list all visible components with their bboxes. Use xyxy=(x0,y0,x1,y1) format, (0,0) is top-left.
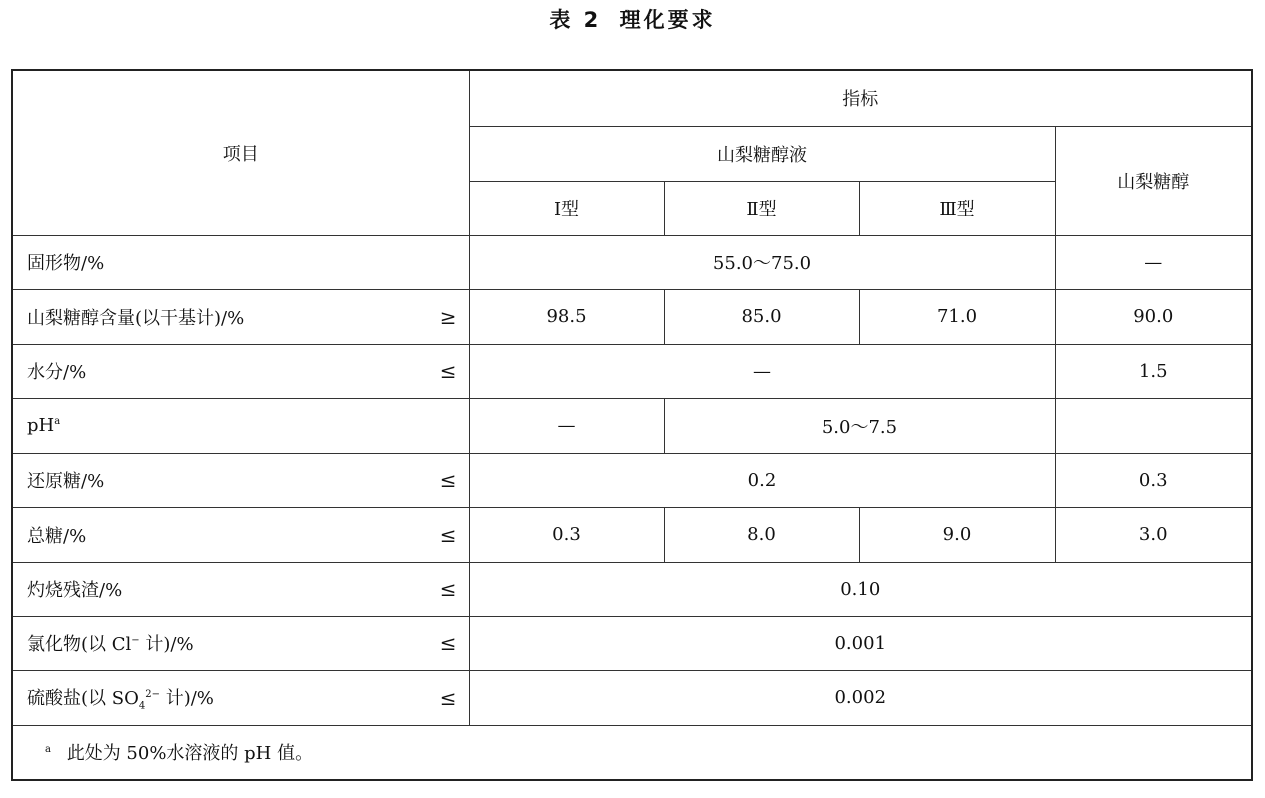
row-label-cell xyxy=(12,398,469,453)
table-title-text: 理化要求 xyxy=(619,8,716,32)
physicochemical-table xyxy=(11,69,1253,781)
header-solid: 山梨糖醇 xyxy=(1055,126,1252,235)
cell-type-2-3: 5.0～7.5 xyxy=(664,398,1055,453)
cell-type-1: — xyxy=(469,398,664,453)
operator: ≤ xyxy=(439,577,457,601)
cell-all: 0.002 xyxy=(469,670,1252,725)
table-title xyxy=(0,4,1265,36)
cell-type-2: 8.0 xyxy=(664,507,859,562)
cell-solid xyxy=(1055,398,1252,453)
row-moisture xyxy=(12,344,1252,398)
row-label: 总糖/% xyxy=(27,525,87,547)
row-label-cell xyxy=(12,507,469,562)
cell-solid: 0.3 xyxy=(1055,453,1252,507)
operator: ≤ xyxy=(439,468,457,492)
row-label: 山梨糖醇含量(以干基计)/% xyxy=(27,307,245,329)
footnote-row xyxy=(12,725,1252,780)
header-type-2: Ⅱ型 xyxy=(664,181,859,235)
header-row-1 xyxy=(12,70,1252,126)
row-label: 还原糖/% xyxy=(27,471,105,492)
row-solids xyxy=(12,235,1252,289)
row-total-sugar xyxy=(12,507,1252,562)
footnote-text: 此处为 50%水溶液的 pH 值。 xyxy=(66,743,314,765)
operator: ≥ xyxy=(439,304,457,329)
footnote-mark: a xyxy=(45,744,51,756)
cell-type-2: 85.0 xyxy=(664,289,859,344)
cell-solid: 90.0 xyxy=(1055,289,1252,344)
cell-solid: 3.0 xyxy=(1055,507,1252,562)
row-label: 固形物/% xyxy=(12,235,469,289)
header-indicator: 指标 xyxy=(469,70,1252,126)
cell-liquid: 0.2 xyxy=(469,453,1055,507)
operator: ≤ xyxy=(439,685,457,710)
row-label-cell xyxy=(12,344,469,398)
header-liquid: 山梨糖醇液 xyxy=(469,126,1055,181)
row-chloride xyxy=(12,616,1252,670)
row-label-cell xyxy=(12,616,469,670)
header-type-3: Ⅲ型 xyxy=(859,181,1055,235)
cell-liquid: 55.0～75.0 xyxy=(469,235,1055,289)
row-label-cell xyxy=(12,453,469,507)
row-label-cell xyxy=(12,670,469,725)
row-label: pH xyxy=(27,415,55,436)
operator: ≤ xyxy=(439,522,457,547)
operator: ≤ xyxy=(439,631,457,655)
table-number: 表 2 xyxy=(549,8,602,32)
header-item: 项目 xyxy=(12,70,469,235)
row-sulfate xyxy=(12,670,1252,725)
cell-liquid: — xyxy=(469,344,1055,398)
row-label: 氯化物(以 Cl− 计)/% xyxy=(27,634,194,655)
operator: ≤ xyxy=(439,359,457,383)
row-label: 灼烧残渣/% xyxy=(27,580,123,601)
row-reducing-sugar xyxy=(12,453,1252,507)
cell-all: 0.10 xyxy=(469,562,1252,616)
row-label: 水分/% xyxy=(27,362,87,383)
cell-type-3: 71.0 xyxy=(859,289,1055,344)
row-ignition-residue xyxy=(12,562,1252,616)
cell-all: 0.001 xyxy=(469,616,1252,670)
footnote-marker: a xyxy=(54,416,61,427)
row-label-cell xyxy=(12,562,469,616)
cell-solid: 1.5 xyxy=(1055,344,1252,398)
row-ph xyxy=(12,398,1252,453)
cell-type-1: 98.5 xyxy=(469,289,664,344)
row-label-cell xyxy=(12,289,469,344)
cell-type-1: 0.3 xyxy=(469,507,664,562)
cell-type-3: 9.0 xyxy=(859,507,1055,562)
row-sorbitol-content xyxy=(12,289,1252,344)
row-label: 硫酸盐(以 $SO_4^{2-}$ 计)/% xyxy=(27,687,214,712)
footnote xyxy=(12,725,1252,780)
header-type-1: Ⅰ型 xyxy=(469,181,664,235)
cell-solid: — xyxy=(1055,235,1252,289)
